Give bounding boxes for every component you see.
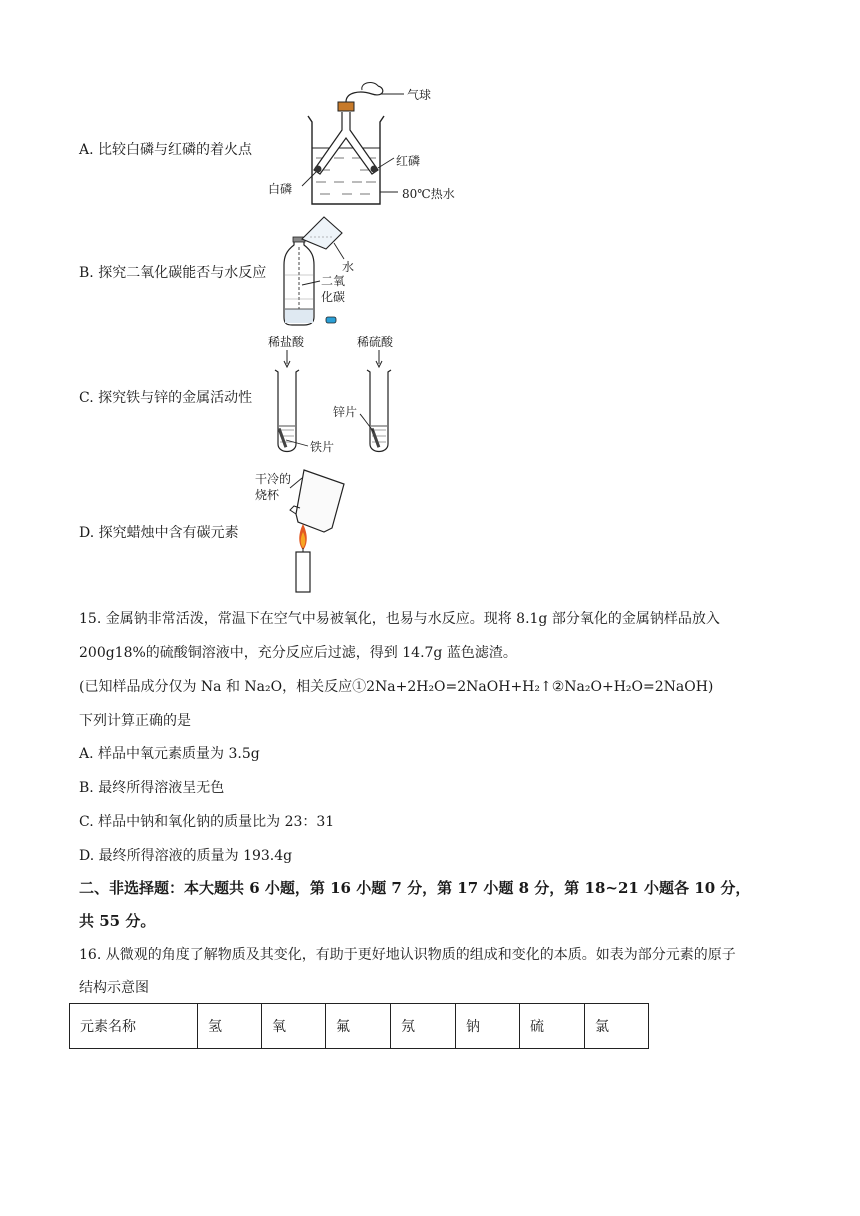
label-dilute-h2so4: 稀硫酸	[357, 335, 394, 349]
label-iron: 铁片	[310, 440, 335, 454]
option-b-14: B. 探究二氧化碳能否与水反应	[79, 265, 267, 281]
q15-option-d: D. 最终所得溶液的质量为 193.4g	[79, 848, 293, 864]
option-d-14: D. 探究蜡烛中含有碳元素	[79, 525, 239, 541]
table-cell: 氟	[326, 1004, 391, 1049]
label-balloon: 气球	[407, 88, 432, 102]
label-hot-water: 80℃热水	[402, 187, 455, 201]
label-beaker-1: 干冷的	[255, 472, 292, 486]
q15-option-b: B. 最终所得溶液呈无色	[79, 780, 225, 796]
table-cell: 氖	[391, 1004, 456, 1049]
table-cell: 氢	[198, 1004, 262, 1049]
q15-option-c: C. 样品中钠和氧化钠的质量比为 23：31	[79, 814, 335, 830]
label-zinc: 锌片	[333, 405, 358, 419]
table-cell: 钠	[456, 1004, 520, 1049]
label-water: 水	[342, 260, 355, 274]
q15-stem: 下列计算正确的是	[79, 713, 191, 729]
table-cell: 氯	[585, 1004, 649, 1049]
table-cell-header: 元素名称	[70, 1004, 198, 1049]
section2-heading-line1: 二、非选择题：本大题共 6 小题，第 16 小题 7 分，第 17 小题 8 分，第 18~21 小题各 10 分，	[79, 879, 751, 897]
option-a-14: A. 比较白磷与红磷的着火点	[79, 142, 253, 158]
option-c-14: C. 探究铁与锌的金属活动性	[79, 390, 253, 406]
q16-line2: 结构示意图	[79, 980, 149, 996]
table-cell: 氧	[262, 1004, 326, 1049]
section2-heading-line2: 共 55 分。	[79, 912, 156, 930]
label-co2-1: 二氧	[321, 274, 346, 288]
table-cell: 硫	[520, 1004, 585, 1049]
candle-figure	[280, 462, 360, 592]
label-dilute-hcl: 稀盐酸	[268, 335, 305, 349]
q15-line2: 200g18%的硫酸铜溶液中，充分反应后过滤，得到 14.7g 蓝色滤渣。	[79, 645, 517, 661]
label-beaker-2: 烧杯	[255, 488, 280, 502]
q15-option-a: A. 样品中氧元素质量为 3.5g	[79, 746, 260, 762]
label-red-phosphorus: 红磷	[396, 154, 421, 168]
q15-line3: (已知样品成分仅为 Na 和 Na₂O，相关反应①2Na+2H₂O=2NaOH+H₂↑②Na₂O+H₂O=2NaOH)	[79, 679, 714, 695]
q15-line1: 15. 金属钠非常活泼，常温下在空气中易被氧化，也易与水反应。现将 8.1g 部分氧化的金属钠样品放入	[79, 611, 720, 627]
element-table	[69, 1003, 649, 1049]
label-white-phosphorus: 白磷	[268, 182, 293, 196]
q16-line1: 16. 从微观的角度了解物质及其变化，有助于更好地认识物质的组成和变化的本质。如表为部分元素的原子	[79, 947, 736, 963]
label-co2-2: 化碳	[321, 290, 346, 304]
table-row	[70, 1004, 649, 1049]
